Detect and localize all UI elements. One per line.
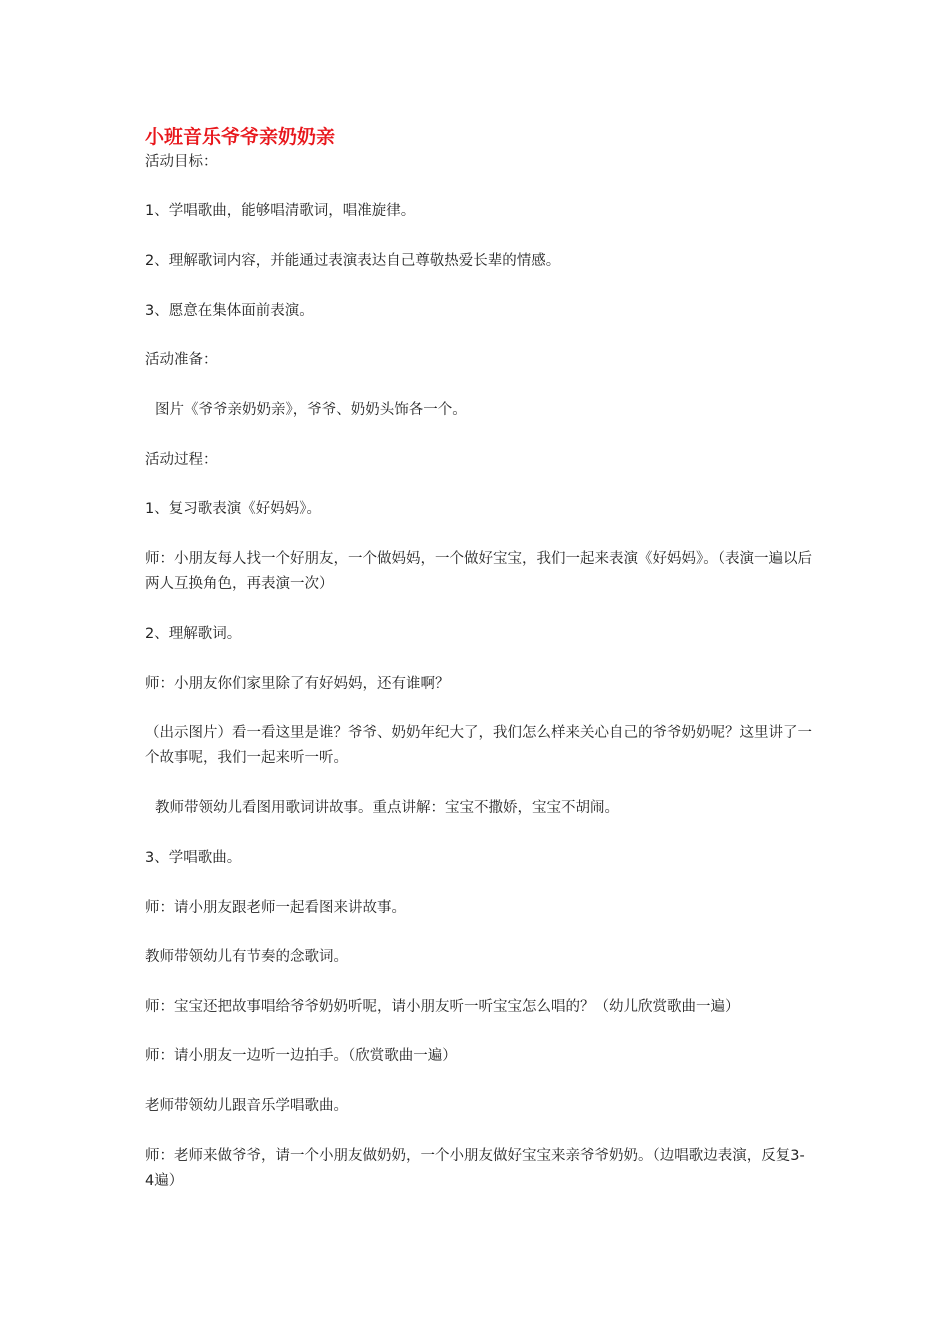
document-page — [145, 0, 813, 1344]
process-paragraph: 师：请小朋友一边听一边拍手。（欣赏歌曲一遍） — [145, 1048, 457, 1064]
goal-item-1: 1、学唱歌曲，能够唱清歌词，唱准旋律。 — [145, 203, 416, 219]
process-paragraph: 师：宝宝还把故事唱给爷爷奶奶听呢，请小朋友听一听宝宝怎么唱的？（幼儿欣赏歌曲一遍） — [145, 999, 740, 1015]
section-heading-goals: 活动目标： — [145, 154, 218, 170]
process-paragraph: 教师带领幼儿有节奏的念歌词。 — [145, 949, 348, 965]
goal-item-2: 2、理解歌词内容，并能通过表演表达自己尊敬热爱长辈的情感。 — [145, 253, 561, 269]
process-step-2: 2、理解歌词。 — [145, 626, 242, 642]
process-paragraph: 师：小朋友每人找一个好朋友，一个做妈妈，一个做好宝宝，我们一起来表演《好妈妈》。（表演一遍以后两人互换角色，再表演一次） — [145, 551, 812, 592]
process-paragraph: 师：请小朋友跟老师一起看图来讲故事。 — [145, 900, 406, 916]
section-heading-preparation: 活动准备： — [145, 352, 218, 368]
process-paragraph: 教师带领幼儿看图用歌词讲故事。重点讲解：宝宝不撒娇，宝宝不胡闹。 — [155, 800, 619, 816]
process-step-1: 1、复习歌表演《好妈妈》。 — [145, 501, 321, 517]
preparation-text: 图片《爷爷亲奶奶亲》，爷爷、奶奶头饰各一个。 — [155, 402, 467, 418]
document-title: 小班音乐爷爷亲奶奶亲 — [145, 126, 336, 148]
section-heading-process: 活动过程： — [145, 452, 218, 468]
process-paragraph: （出示图片）看一看这里是谁？爷爷、奶奶年纪大了，我们怎么样来关心自己的爷爷奶奶呢？这里讲了一个故事呢，我们一起来听一听。 — [145, 725, 812, 766]
process-paragraph: 老师带领幼儿跟音乐学唱歌曲。 — [145, 1098, 348, 1114]
process-step-3: 3、学唱歌曲。 — [145, 850, 242, 866]
goal-item-3: 3、愿意在集体面前表演。 — [145, 303, 314, 319]
process-paragraph: 师：老师来做爷爷，请一个小朋友做奶奶，一个小朋友做好宝宝来亲爷爷奶奶。（边唱歌边表演，反复3-4遍） — [145, 1148, 805, 1189]
process-paragraph: 师：小朋友你们家里除了有好妈妈，还有谁啊？ — [145, 676, 450, 692]
